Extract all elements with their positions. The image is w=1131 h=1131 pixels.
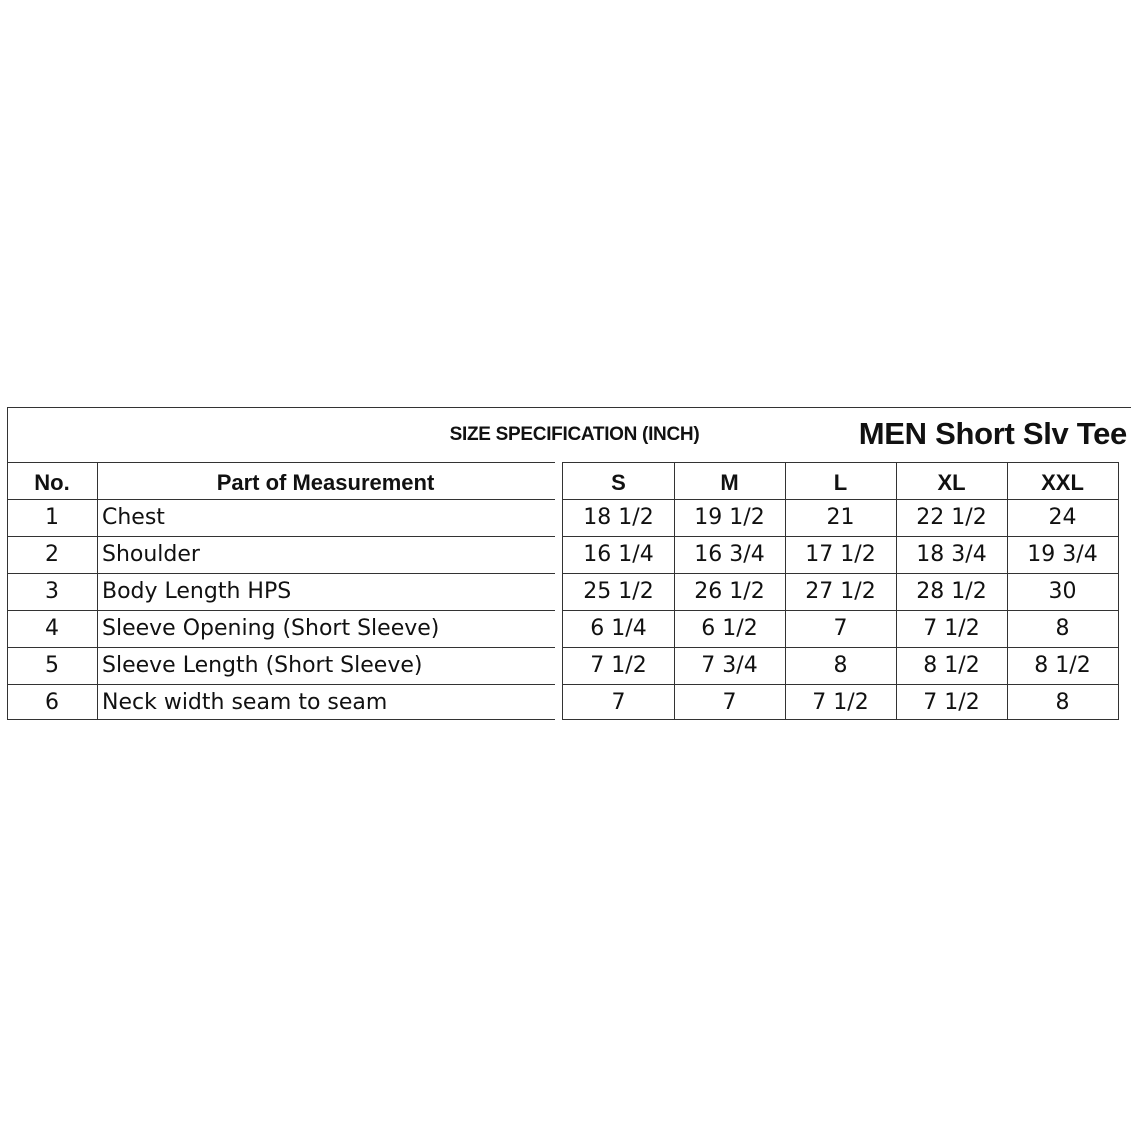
- header-size-xxl: XXL: [1041, 470, 1084, 495]
- row-number: 6: [45, 690, 59, 715]
- size-value: 7 1/2: [923, 690, 980, 715]
- size-value: 7 1/2: [923, 616, 980, 641]
- size-value: 16 1/4: [583, 542, 654, 567]
- size-value: 16 3/4: [694, 542, 765, 567]
- size-value: 28 1/2: [916, 579, 987, 604]
- size-value: 25 1/2: [583, 579, 654, 604]
- size-value: 7: [722, 690, 737, 715]
- size-value: 7: [611, 690, 626, 715]
- size-value: 8 1/2: [1034, 653, 1091, 678]
- header-size-s: S: [611, 470, 626, 495]
- size-value: 19 3/4: [1027, 542, 1098, 567]
- size-value: 30: [1048, 579, 1077, 604]
- grid-line: [7, 407, 1131, 408]
- row-number: 2: [45, 542, 59, 567]
- row-number: 3: [45, 579, 59, 604]
- size-value: 19 1/2: [694, 505, 765, 530]
- grid-line: [1118, 462, 1119, 720]
- size-value: 7 1/2: [812, 690, 869, 715]
- header-size-xl: XL: [937, 470, 966, 495]
- header-size-l: L: [833, 470, 848, 495]
- measurement-label: Sleeve Length (Short Sleeve): [102, 653, 423, 678]
- size-value: 6 1/2: [701, 616, 758, 641]
- size-value: 8 1/2: [923, 653, 980, 678]
- size-value: 18 1/2: [583, 505, 654, 530]
- product-name: MEN Short Slv Tee: [858, 416, 1127, 451]
- measurement-label: Sleeve Opening (Short Sleeve): [102, 616, 440, 641]
- size-value: 26 1/2: [694, 579, 765, 604]
- size-value: 8: [1055, 616, 1070, 641]
- size-value: 24: [1048, 505, 1077, 530]
- size-value: 8: [1055, 690, 1070, 715]
- header-size-m: M: [720, 470, 739, 495]
- measurement-label: Shoulder: [102, 542, 200, 567]
- row-number: 4: [45, 616, 59, 641]
- size-value: 7 1/2: [590, 653, 647, 678]
- measurement-label: Chest: [102, 505, 165, 530]
- size-value: 21: [826, 505, 855, 530]
- size-value: 7: [833, 616, 848, 641]
- measurement-label: Neck width seam to seam: [102, 690, 388, 715]
- grid-line: [7, 462, 555, 463]
- size-value: 27 1/2: [805, 579, 876, 604]
- row-number: 5: [45, 653, 59, 678]
- size-spec-table: [7, 407, 1131, 720]
- row-number: 1: [45, 505, 59, 530]
- size-value: 7 3/4: [701, 653, 758, 678]
- grid-line: [562, 462, 1119, 463]
- header-no: No.: [34, 470, 70, 495]
- size-value: 18 3/4: [916, 542, 987, 567]
- size-value: 6 1/4: [590, 616, 647, 641]
- size-value: 17 1/2: [805, 542, 876, 567]
- size-value: 22 1/2: [916, 505, 987, 530]
- header-part: Part of Measurement: [216, 470, 435, 495]
- measurement-label: Body Length HPS: [102, 579, 292, 604]
- table-title: SIZE SPECIFICATION (INCH): [449, 424, 700, 445]
- size-value: 8: [833, 653, 848, 678]
